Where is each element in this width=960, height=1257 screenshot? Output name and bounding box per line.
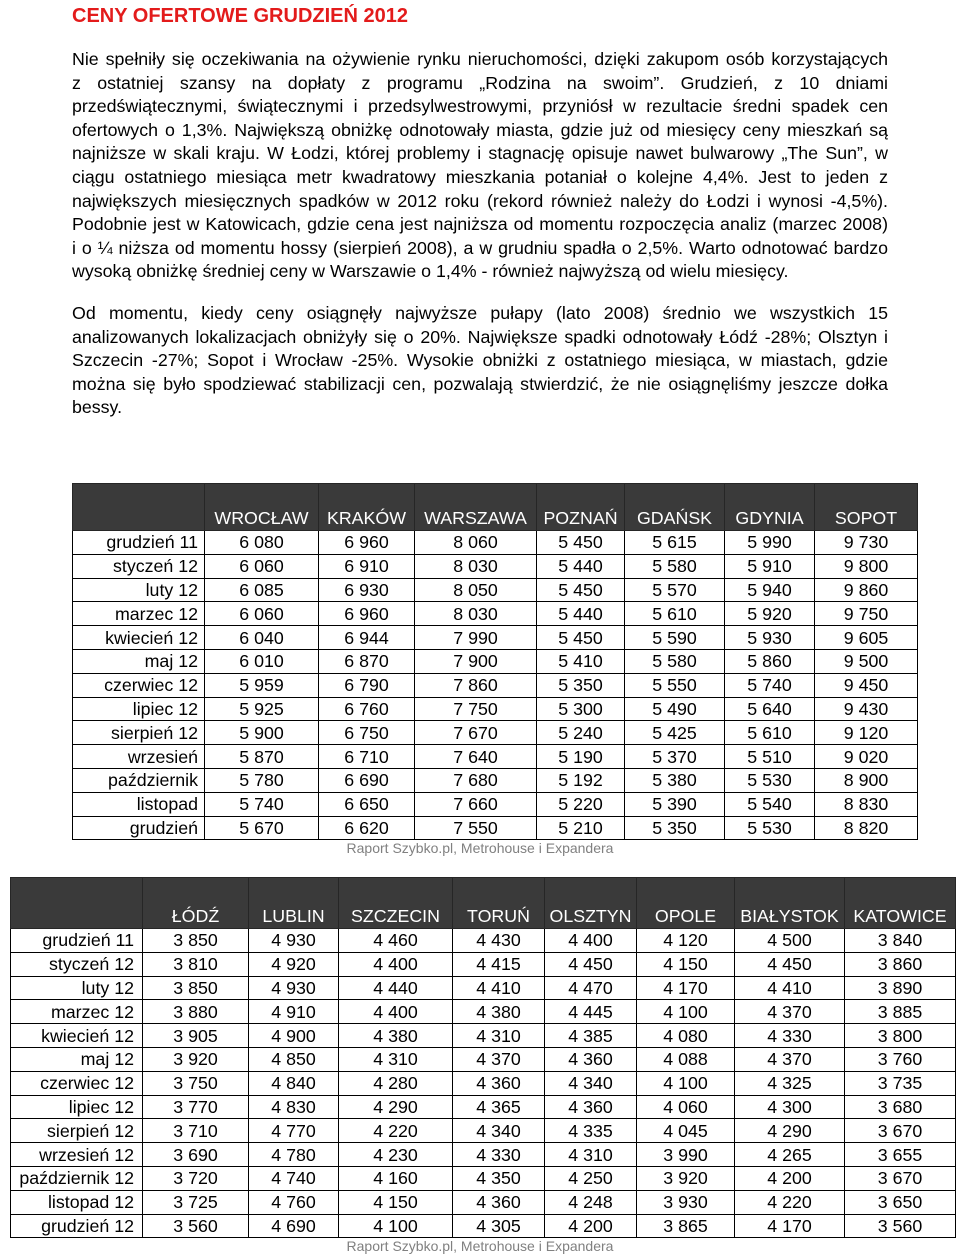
price-cell: 6 080 bbox=[205, 531, 319, 555]
price-cell: 3 850 bbox=[143, 976, 249, 1000]
price-cell: 4 400 bbox=[545, 929, 637, 953]
paragraph-line: ciągu ostatniego miesiąca metr kwadratowy mieszkania potaniał o kolejne 4,4%. Jest to jeden z bbox=[72, 166, 888, 187]
price-cell: 4 220 bbox=[339, 1119, 453, 1143]
price-cell: 5 780 bbox=[205, 768, 319, 792]
price-cell: 4 080 bbox=[637, 1024, 735, 1048]
price-cell: 6 750 bbox=[319, 721, 415, 745]
price-cell: 4 330 bbox=[453, 1143, 545, 1167]
table-row bbox=[73, 697, 918, 721]
price-cell: 6 760 bbox=[319, 697, 415, 721]
price-cell: 5 490 bbox=[625, 697, 725, 721]
price-cell: 3 670 bbox=[845, 1166, 956, 1190]
price-cell: 5 920 bbox=[725, 602, 815, 626]
price-cell: 4 930 bbox=[249, 976, 339, 1000]
price-cell: 4 430 bbox=[453, 929, 545, 953]
price-cell: 4 900 bbox=[249, 1024, 339, 1048]
paragraph-line: Od momentu, kiedy ceny osiągnęły najwyższe pułapy (lato 2008) średnio we wszystkich 15 bbox=[72, 303, 888, 323]
price-cell: 5 540 bbox=[725, 792, 815, 816]
price-cell: 5 350 bbox=[537, 673, 625, 697]
price-cell: 8 060 bbox=[415, 531, 537, 555]
price-cell: 3 735 bbox=[845, 1071, 956, 1095]
price-cell: 3 655 bbox=[845, 1143, 956, 1167]
price-cell: 4 360 bbox=[545, 1095, 637, 1119]
price-cell: 4 770 bbox=[249, 1119, 339, 1143]
price-cell: 4 350 bbox=[453, 1166, 545, 1190]
price-cell: 5 580 bbox=[625, 649, 725, 673]
header-row bbox=[11, 878, 956, 929]
price-cell: 8 900 bbox=[815, 768, 918, 792]
price-cell: 5 210 bbox=[537, 816, 625, 840]
row-label: wrzesień bbox=[73, 745, 205, 769]
price-cell: 4 415 bbox=[453, 952, 545, 976]
price-cell: 5 900 bbox=[205, 721, 319, 745]
price-cell: 4 780 bbox=[249, 1143, 339, 1167]
price-cell: 4 450 bbox=[735, 952, 845, 976]
price-cell: 3 770 bbox=[143, 1095, 249, 1119]
table-row bbox=[11, 1095, 956, 1119]
table-corner bbox=[73, 484, 205, 531]
row-label: styczeń 12 bbox=[73, 554, 205, 578]
table-row bbox=[11, 1119, 956, 1143]
price-cell: 4 930 bbox=[249, 929, 339, 953]
price-cell: 5 940 bbox=[725, 578, 815, 602]
table-row bbox=[73, 721, 918, 745]
price-cell: 7 750 bbox=[415, 697, 537, 721]
table-row bbox=[11, 976, 956, 1000]
document-title: CENY OFERTOWE GRUDZIEŃ 2012 bbox=[72, 5, 408, 27]
price-cell: 7 900 bbox=[415, 649, 537, 673]
price-cell: 3 560 bbox=[143, 1214, 249, 1238]
price-cell: 5 640 bbox=[725, 697, 815, 721]
price-cell: 4 760 bbox=[249, 1190, 339, 1214]
price-cell: 4 410 bbox=[453, 976, 545, 1000]
price-cell: 4 160 bbox=[339, 1166, 453, 1190]
column-header: TORUŃ bbox=[453, 878, 545, 929]
table-header bbox=[11, 878, 956, 929]
price-cell: 6 650 bbox=[319, 792, 415, 816]
intro-paragraph bbox=[72, 48, 888, 284]
price-cell: 9 860 bbox=[815, 578, 918, 602]
price-cell: 4 335 bbox=[545, 1119, 637, 1143]
summary-paragraph bbox=[72, 302, 888, 420]
price-cell: 5 670 bbox=[205, 816, 319, 840]
price-cell: 4 310 bbox=[339, 1047, 453, 1071]
price-cell: 3 760 bbox=[845, 1047, 956, 1071]
price-cell: 5 390 bbox=[625, 792, 725, 816]
price-cell: 4 325 bbox=[735, 1071, 845, 1095]
price-cell: 7 640 bbox=[415, 745, 537, 769]
price-cell: 5 740 bbox=[205, 792, 319, 816]
paragraph-line: największych miesięcznych spadków w 2012 roku (rekord również należy do Łodzi i wynosi -4,5%). bbox=[72, 190, 888, 211]
row-label: grudzień 11 bbox=[11, 929, 143, 953]
table-header bbox=[73, 484, 918, 531]
table-row bbox=[11, 1166, 956, 1190]
table-row bbox=[11, 952, 956, 976]
price-cell: 4 280 bbox=[339, 1071, 453, 1095]
price-cell: 6 060 bbox=[205, 602, 319, 626]
price-cell: 5 580 bbox=[625, 554, 725, 578]
price-cell: 4 220 bbox=[735, 1190, 845, 1214]
price-cell: 4 310 bbox=[453, 1024, 545, 1048]
price-cell: 5 440 bbox=[537, 602, 625, 626]
price-cell: 5 615 bbox=[625, 531, 725, 555]
price-cell: 3 890 bbox=[845, 976, 956, 1000]
price-cell: 3 710 bbox=[143, 1119, 249, 1143]
price-cell: 5 590 bbox=[625, 626, 725, 650]
price-cell: 8 830 bbox=[815, 792, 918, 816]
price-cell: 4 200 bbox=[735, 1166, 845, 1190]
price-cell: 3 810 bbox=[143, 952, 249, 976]
row-label: wrzesień 12 bbox=[11, 1143, 143, 1167]
row-label: maj 12 bbox=[73, 649, 205, 673]
price-cell: 6 010 bbox=[205, 649, 319, 673]
price-cell: 5 990 bbox=[725, 531, 815, 555]
price-cell: 3 650 bbox=[845, 1190, 956, 1214]
paragraph-line: najniższe w skali kraju. W Łodzi, której problemy i stagnację opisuje nawet bulwarowy „The Sun”, w bbox=[72, 143, 888, 164]
price-cell: 3 990 bbox=[637, 1143, 735, 1167]
price-cell: 6 040 bbox=[205, 626, 319, 650]
column-header: POZNAŃ bbox=[537, 484, 625, 531]
price-cell: 4 305 bbox=[453, 1214, 545, 1238]
price-cell: 4 100 bbox=[637, 1071, 735, 1095]
table-row bbox=[73, 531, 918, 555]
price-cell: 5 300 bbox=[537, 697, 625, 721]
table-row bbox=[73, 554, 918, 578]
price-cell: 4 330 bbox=[735, 1024, 845, 1048]
price-cell: 4 150 bbox=[637, 952, 735, 976]
price-cell: 4 360 bbox=[453, 1071, 545, 1095]
row-label: kwiecień 12 bbox=[73, 626, 205, 650]
row-label: kwiecień 12 bbox=[11, 1024, 143, 1048]
price-cell: 3 800 bbox=[845, 1024, 956, 1048]
row-label: lipiec 12 bbox=[73, 697, 205, 721]
price-cell: 3 680 bbox=[845, 1095, 956, 1119]
paragraph-line: można się było spodziewać stabilizacji cen, pozwalają stwierdzić, że nie osiągnęliśmy jeszcze dołka bbox=[72, 373, 888, 394]
price-cell: 4 265 bbox=[735, 1143, 845, 1167]
column-header: ŁÓDŹ bbox=[143, 878, 249, 929]
price-cell: 4 410 bbox=[735, 976, 845, 1000]
price-cell: 3 905 bbox=[143, 1024, 249, 1048]
table-row bbox=[11, 1214, 956, 1238]
price-cell: 4 370 bbox=[735, 1047, 845, 1071]
price-cell: 4 100 bbox=[339, 1214, 453, 1238]
price-cell: 3 750 bbox=[143, 1071, 249, 1095]
price-cell: 3 860 bbox=[845, 952, 956, 976]
price-cell: 4 450 bbox=[545, 952, 637, 976]
price-cell: 3 920 bbox=[637, 1166, 735, 1190]
price-table-2 bbox=[10, 877, 956, 1238]
price-cell: 4 370 bbox=[453, 1047, 545, 1071]
price-cell: 4 400 bbox=[339, 1000, 453, 1024]
price-cell: 4 170 bbox=[637, 976, 735, 1000]
column-header: SOPOT bbox=[815, 484, 918, 531]
price-cell: 4 340 bbox=[545, 1071, 637, 1095]
price-cell: 5 350 bbox=[625, 816, 725, 840]
price-cell: 4 370 bbox=[735, 1000, 845, 1024]
table-row bbox=[11, 1190, 956, 1214]
price-cell: 4 250 bbox=[545, 1166, 637, 1190]
table-row bbox=[73, 816, 918, 840]
header-row bbox=[73, 484, 918, 531]
column-header: OPOLE bbox=[637, 878, 735, 929]
price-cell: 5 740 bbox=[725, 673, 815, 697]
price-cell: 4 910 bbox=[249, 1000, 339, 1024]
price-cell: 9 430 bbox=[815, 697, 918, 721]
price-cell: 3 840 bbox=[845, 929, 956, 953]
price-cell: 4 740 bbox=[249, 1166, 339, 1190]
price-cell: 7 660 bbox=[415, 792, 537, 816]
price-cell: 9 800 bbox=[815, 554, 918, 578]
price-cell: 7 550 bbox=[415, 816, 537, 840]
price-cell: 5 530 bbox=[725, 768, 815, 792]
price-cell: 6 620 bbox=[319, 816, 415, 840]
price-cell: 3 880 bbox=[143, 1000, 249, 1024]
row-label: sierpień 12 bbox=[11, 1119, 143, 1143]
row-label: lipiec 12 bbox=[11, 1095, 143, 1119]
price-cell: 5 870 bbox=[205, 745, 319, 769]
paragraph-line: przedświątecznymi, świątecznymi i przedsylwestrowymi, przyniósł w rezultacie średni spadek cen bbox=[72, 96, 888, 117]
price-cell: 5 410 bbox=[537, 649, 625, 673]
price-cell: 5 570 bbox=[625, 578, 725, 602]
price-cell: 3 560 bbox=[845, 1214, 956, 1238]
table-source-note: Raport Szybko.pl, Metrohouse i Expandera bbox=[346, 1238, 614, 1254]
price-cell: 4 290 bbox=[735, 1119, 845, 1143]
price-cell: 7 860 bbox=[415, 673, 537, 697]
price-cell: 3 690 bbox=[143, 1143, 249, 1167]
table-row bbox=[11, 1000, 956, 1024]
table-body bbox=[11, 929, 956, 1238]
price-cell: 3 670 bbox=[845, 1119, 956, 1143]
column-header: OLSZTYN bbox=[545, 878, 637, 929]
price-cell: 4 850 bbox=[249, 1047, 339, 1071]
price-cell: 4 248 bbox=[545, 1190, 637, 1214]
price-cell: 4 340 bbox=[453, 1119, 545, 1143]
price-cell: 5 220 bbox=[537, 792, 625, 816]
price-cell: 4 060 bbox=[637, 1095, 735, 1119]
price-cell: 4 385 bbox=[545, 1024, 637, 1048]
paragraph-line: analizowanych lokalizacjach obniżyły się o 20%. Największe spadki odnotowały Łódź -28%; Olsztyn i bbox=[72, 326, 888, 347]
row-label: sierpień 12 bbox=[73, 721, 205, 745]
price-cell: 3 850 bbox=[143, 929, 249, 953]
price-cell: 4 500 bbox=[735, 929, 845, 953]
price-cell: 4 120 bbox=[637, 929, 735, 953]
price-cell: 5 240 bbox=[537, 721, 625, 745]
price-cell: 4 445 bbox=[545, 1000, 637, 1024]
price-cell: 4 360 bbox=[453, 1190, 545, 1214]
price-cell: 3 930 bbox=[637, 1190, 735, 1214]
price-cell: 3 720 bbox=[143, 1166, 249, 1190]
price-cell: 9 750 bbox=[815, 602, 918, 626]
paragraph-line: Nie spełniły się oczekiwania na ożywienie rynku nieruchomości, dzięki zakupom osób korzystających bbox=[72, 49, 888, 69]
price-cell: 6 060 bbox=[205, 554, 319, 578]
price-cell: 4 310 bbox=[545, 1143, 637, 1167]
price-cell: 4 380 bbox=[453, 1000, 545, 1024]
row-label: grudzień bbox=[73, 816, 205, 840]
row-label: luty 12 bbox=[73, 578, 205, 602]
price-cell: 5 370 bbox=[625, 745, 725, 769]
price-cell: 4 400 bbox=[339, 952, 453, 976]
price-cell: 4 920 bbox=[249, 952, 339, 976]
price-cell: 4 690 bbox=[249, 1214, 339, 1238]
table-row bbox=[73, 626, 918, 650]
price-cell: 4 290 bbox=[339, 1095, 453, 1119]
table-row bbox=[73, 768, 918, 792]
price-cell: 4 170 bbox=[735, 1214, 845, 1238]
price-cell: 9 120 bbox=[815, 721, 918, 745]
paragraph-line: z ostatniej szansy na dopłaty z programu „Rodzina na swoim”. Grudzień, z 10 dniami bbox=[72, 72, 888, 93]
price-cell: 6 960 bbox=[319, 602, 415, 626]
price-cell: 4 230 bbox=[339, 1143, 453, 1167]
price-cell: 9 730 bbox=[815, 531, 918, 555]
table-row bbox=[11, 1143, 956, 1167]
price-cell: 5 450 bbox=[537, 531, 625, 555]
column-header: WARSZAWA bbox=[415, 484, 537, 531]
price-cell: 4 200 bbox=[545, 1214, 637, 1238]
price-cell: 4 300 bbox=[735, 1095, 845, 1119]
price-cell: 8 050 bbox=[415, 578, 537, 602]
price-table-1 bbox=[72, 483, 918, 840]
row-label: grudzień 12 bbox=[11, 1214, 143, 1238]
price-cell: 5 450 bbox=[537, 578, 625, 602]
table-row bbox=[11, 1047, 956, 1071]
price-cell: 6 790 bbox=[319, 673, 415, 697]
column-header: GDYNIA bbox=[725, 484, 815, 531]
price-cell: 5 925 bbox=[205, 697, 319, 721]
price-cell: 4 830 bbox=[249, 1095, 339, 1119]
price-cell: 7 990 bbox=[415, 626, 537, 650]
price-cell: 4 100 bbox=[637, 1000, 735, 1024]
column-header: GDAŃSK bbox=[625, 484, 725, 531]
price-cell: 4 440 bbox=[339, 976, 453, 1000]
table-row bbox=[11, 1071, 956, 1095]
price-cell: 6 085 bbox=[205, 578, 319, 602]
price-cell: 6 870 bbox=[319, 649, 415, 673]
price-cell: 4 380 bbox=[339, 1024, 453, 1048]
price-cell: 5 450 bbox=[537, 626, 625, 650]
table-row bbox=[73, 578, 918, 602]
price-cell: 5 192 bbox=[537, 768, 625, 792]
row-label: październik bbox=[73, 768, 205, 792]
row-label: maj 12 bbox=[11, 1047, 143, 1071]
price-cell: 4 360 bbox=[545, 1047, 637, 1071]
price-cell: 5 860 bbox=[725, 649, 815, 673]
table-row bbox=[73, 792, 918, 816]
price-cell: 4 460 bbox=[339, 929, 453, 953]
price-cell: 5 910 bbox=[725, 554, 815, 578]
table-row bbox=[11, 929, 956, 953]
price-cell: 4 150 bbox=[339, 1190, 453, 1214]
column-header: KRAKÓW bbox=[319, 484, 415, 531]
price-cell: 4 365 bbox=[453, 1095, 545, 1119]
price-cell: 5 425 bbox=[625, 721, 725, 745]
column-header: BIAŁYSTOK bbox=[735, 878, 845, 929]
paragraph-line: wysoką obniżkę średniej ceny w Warszawie o 1,4% - również najwyższą od wielu miesięcy. bbox=[72, 261, 789, 282]
row-label: czerwiec 12 bbox=[73, 673, 205, 697]
table-corner bbox=[11, 878, 143, 929]
price-cell: 5 380 bbox=[625, 768, 725, 792]
paragraph-line: i o ¼ niższa od momentu hossy (sierpień 2008), a w grudniu spadła o 2,5%. Warto odnotować bardzo bbox=[72, 237, 888, 258]
table-row bbox=[73, 745, 918, 769]
price-cell: 6 910 bbox=[319, 554, 415, 578]
price-cell: 4 088 bbox=[637, 1047, 735, 1071]
price-cell: 6 930 bbox=[319, 578, 415, 602]
table-source-note: Raport Szybko.pl, Metrohouse i Expandera bbox=[346, 840, 614, 856]
row-label: styczeń 12 bbox=[11, 952, 143, 976]
row-label: listopad bbox=[73, 792, 205, 816]
row-label: marzec 12 bbox=[11, 1000, 143, 1024]
row-label: czerwiec 12 bbox=[11, 1071, 143, 1095]
price-cell: 3 865 bbox=[637, 1214, 735, 1238]
price-cell: 5 440 bbox=[537, 554, 625, 578]
row-label: grudzień 11 bbox=[73, 531, 205, 555]
price-cell: 4 840 bbox=[249, 1071, 339, 1095]
paragraph-line: bessy. bbox=[72, 397, 123, 418]
price-cell: 7 680 bbox=[415, 768, 537, 792]
price-cell: 9 020 bbox=[815, 745, 918, 769]
paragraph-line: Podobnie jest w Katowicach, gdzie cena jest najniższa od momentu rozpoczęcia analiz (marzec 2008) bbox=[72, 214, 888, 235]
price-cell: 5 959 bbox=[205, 673, 319, 697]
price-cell: 6 944 bbox=[319, 626, 415, 650]
price-cell: 8 820 bbox=[815, 816, 918, 840]
price-cell: 3 725 bbox=[143, 1190, 249, 1214]
price-cell: 4 470 bbox=[545, 976, 637, 1000]
price-cell: 9 450 bbox=[815, 673, 918, 697]
price-cell: 8 030 bbox=[415, 554, 537, 578]
price-cell: 5 610 bbox=[625, 602, 725, 626]
paragraph-line: Szczecin -27%; Sopot i Wrocław -25%. Wysokie obniżki z ostatniego miesiąca, w miastach, gdzie bbox=[72, 350, 888, 371]
column-header: LUBLIN bbox=[249, 878, 339, 929]
price-cell: 5 550 bbox=[625, 673, 725, 697]
price-cell: 3 920 bbox=[143, 1047, 249, 1071]
table-row bbox=[11, 1024, 956, 1048]
price-cell: 5 510 bbox=[725, 745, 815, 769]
row-label: marzec 12 bbox=[73, 602, 205, 626]
price-cell: 5 930 bbox=[725, 626, 815, 650]
column-header: SZCZECIN bbox=[339, 878, 453, 929]
column-header: WROCŁAW bbox=[205, 484, 319, 531]
price-cell: 7 670 bbox=[415, 721, 537, 745]
row-label: luty 12 bbox=[11, 976, 143, 1000]
row-label: listopad 12 bbox=[11, 1190, 143, 1214]
table-row bbox=[73, 602, 918, 626]
price-cell: 9 605 bbox=[815, 626, 918, 650]
table-body bbox=[73, 531, 918, 840]
column-header: KATOWICE bbox=[845, 878, 956, 929]
price-cell: 5 610 bbox=[725, 721, 815, 745]
price-cell: 5 530 bbox=[725, 816, 815, 840]
price-cell: 8 030 bbox=[415, 602, 537, 626]
table-row bbox=[73, 649, 918, 673]
price-cell: 5 190 bbox=[537, 745, 625, 769]
price-cell: 6 690 bbox=[319, 768, 415, 792]
price-cell: 6 960 bbox=[319, 531, 415, 555]
price-cell: 4 045 bbox=[637, 1119, 735, 1143]
table-row bbox=[73, 673, 918, 697]
row-label: październik 12 bbox=[11, 1166, 143, 1190]
price-cell: 6 710 bbox=[319, 745, 415, 769]
price-cell: 3 885 bbox=[845, 1000, 956, 1024]
paragraph-line: ofertowych o 1,3%. Największą obniżkę odnotowały miasta, gdzie już od miesięcy ceny mieszkań są bbox=[72, 119, 888, 140]
price-cell: 9 500 bbox=[815, 649, 918, 673]
